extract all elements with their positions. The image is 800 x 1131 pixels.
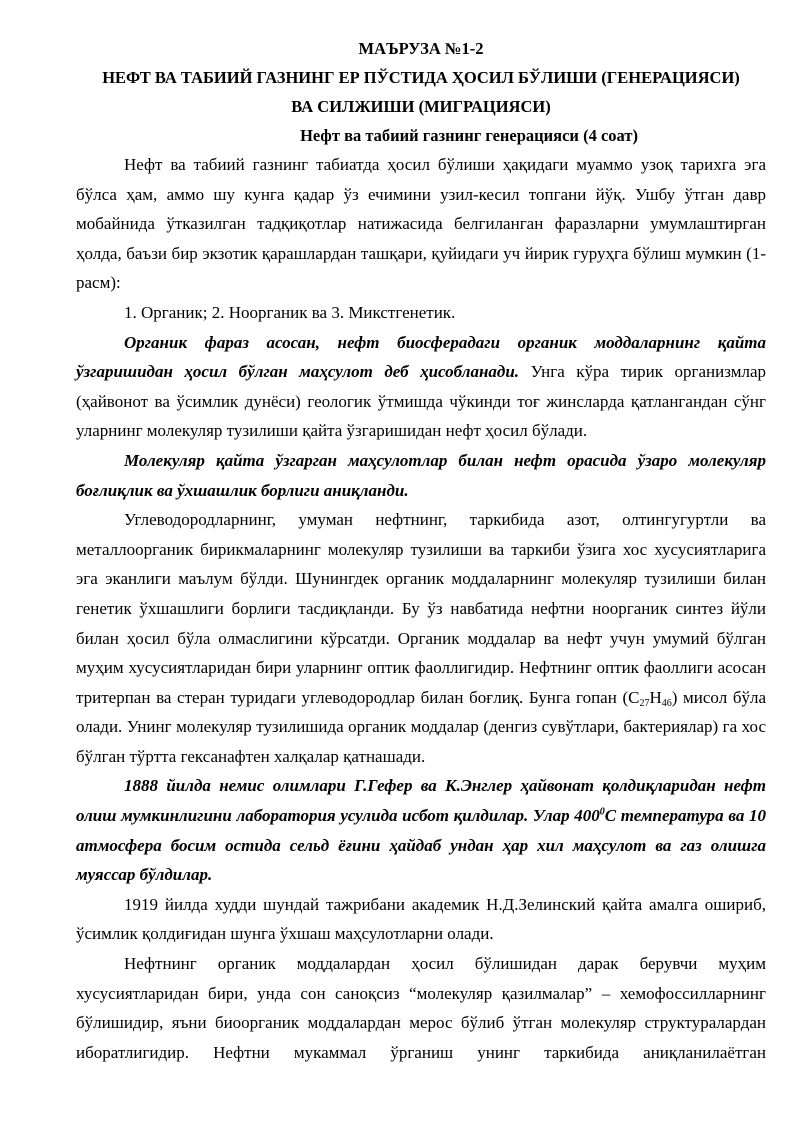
title-line-1: НЕФТ ВА ТАБИИЙ ГАЗНИНГ ЕР ПЎСТИДА ҲОСИЛ БЎЛИШИ (ГЕНЕРАЦИЯСИ) [102,68,740,87]
document-page [76,34,766,1067]
degree-superscript: 0 [599,806,605,818]
paragraph-5-text-a: 1888 йилда немис олимлари Г.Гефер ва К.Энглер ҳайвонат қолдиқларидан нефт олиш мумкинлигини лаборатория усулида исбот қилдилар. Улар 400 [76,776,766,826]
paragraph-3 [76,446,766,505]
paragraph-5 [76,771,766,889]
paragraph-3-emphasis: Молекуляр қайта ўзгарган маҳсулотлар билан нефт орасида ўзаро молекуляр боғлиқлик ва ўхшашлик борлиги аниқланди. [76,450,766,500]
paragraph-1 [76,150,766,298]
paragraph-5-text-b: С температура ва 10 атмосфера босим остида сельд ёғини ҳайдаб ундан ҳар хил маҳсулот ва газ олишга муяссар бўлдилар. [76,806,766,885]
paragraph-2-emphasis: Органик фараз асосан, нефт биосферадаги органик моддаларнинг қайта ўзгаришидан ҳосил бўлган маҳсулот деб ҳисобланади. [76,332,766,382]
paragraph-2 [76,328,766,446]
formula-h: H [649,687,662,707]
paragraph-6-text: 1919 йилда худди шундай тажрибани академик Н.Д.Зелинский қайта амалга ошириб, ўсимлик қолдиғидан шунга ўхшаш маҳсулотларни олади. [76,894,766,944]
lecture-number: МАЪРУЗА №1-2 [358,39,484,58]
hypothesis-list: 1. Органик; 2. Ноорганик ва 3. Микстгенетик. [124,302,456,322]
section-title: Нефт ва табиий газнинг генерацияси (4 соат) [300,126,638,145]
paragraph-6 [76,890,766,949]
paragraph-4 [76,505,766,771]
paragraph-2-text: Унга кўра тирик организмлар (ҳайвонот ва ўсимлик дунёси) геологик ўтмишда чўкинди тоғ жинсларда қатлангандан сўнг уларнинг молекуляр тузилиши қайта ўзгаришидан нефт ҳосил бўлади. [76,362,766,441]
formula-subscript-h: 46 [661,697,672,709]
paragraph-1-text: Нефт ва табиий газнинг табиатда ҳосил бўлиши ҳақидаги муаммо узоқ тарихга эга бўлса ҳам, аммо шу кунга қадар ўз ечимини узил-кесил топгани йўқ. Ушбу ўтган давр мобайнида ўтказилган тадқиқотлар натижасида белгиланган фаразларни умумлаштирган ҳолда, баъзи бир экзотик қарашлардан ташқари, қуйидаги уч йирик гуруҳга бўлиш мумкин (1-расм): [76,155,766,293]
paragraph-4-text-a: Углеводородларнинг, умуман нефтнинг, таркибида азот, олтингугуртли ва металлоорганик бирикмаларнинг молекуляр тузилиши ва таркиби ўзига хос хусусиятларига эга эканлиги маълум бўлди. Шунингдек органик моддаларнинг молекуляр тузилиши билан генетик ўхшашлиги борлиги тасдиқланди. Бу ўз навбатида нефтни ноорганик синтез йўли билан ҳосил бўла олмаслигини кўрсатди. Органик моддалар ва нефт учун умумий бўлган муҳим хусусиятларидан бири уларнинг оптик фаоллигидир. Нефтнинг оптик фаоллиги асосан тритерпан ва стеран туридаги углеводородлар билан боғлиқ. Бунга гопан (C [76,510,766,707]
paragraph-4-text-b: ) мисол бўла олади. Унинг молекуляр тузилишида органик моддалар (денгиз сувўтлари, бактериялар) га хос бўлган тўртта гексанафтен халқалар қатнашади. [76,687,766,766]
paragraph-7-text: Нефтнинг органик моддалардан ҳосил бўлишидан дарак берувчи муҳим хусусиятларидан бири, унда сон саноқсиз “молекуляр қазилмалар” – хемофоссилларнинг бўлишидир, яъни биоорганик моддалардан мерос бўлиб ўтган молекуляр структуралардан иборатлигидир. Нефтни мукаммал ўрганиш унинг таркибида аниқланилаётган [76,954,766,1062]
formula-subscript-c: 27 [639,697,650,709]
title-line-2: ВА СИЛЖИШИ (МИГРАЦИЯСИ) [291,97,551,116]
paragraph-7 [76,949,766,1067]
